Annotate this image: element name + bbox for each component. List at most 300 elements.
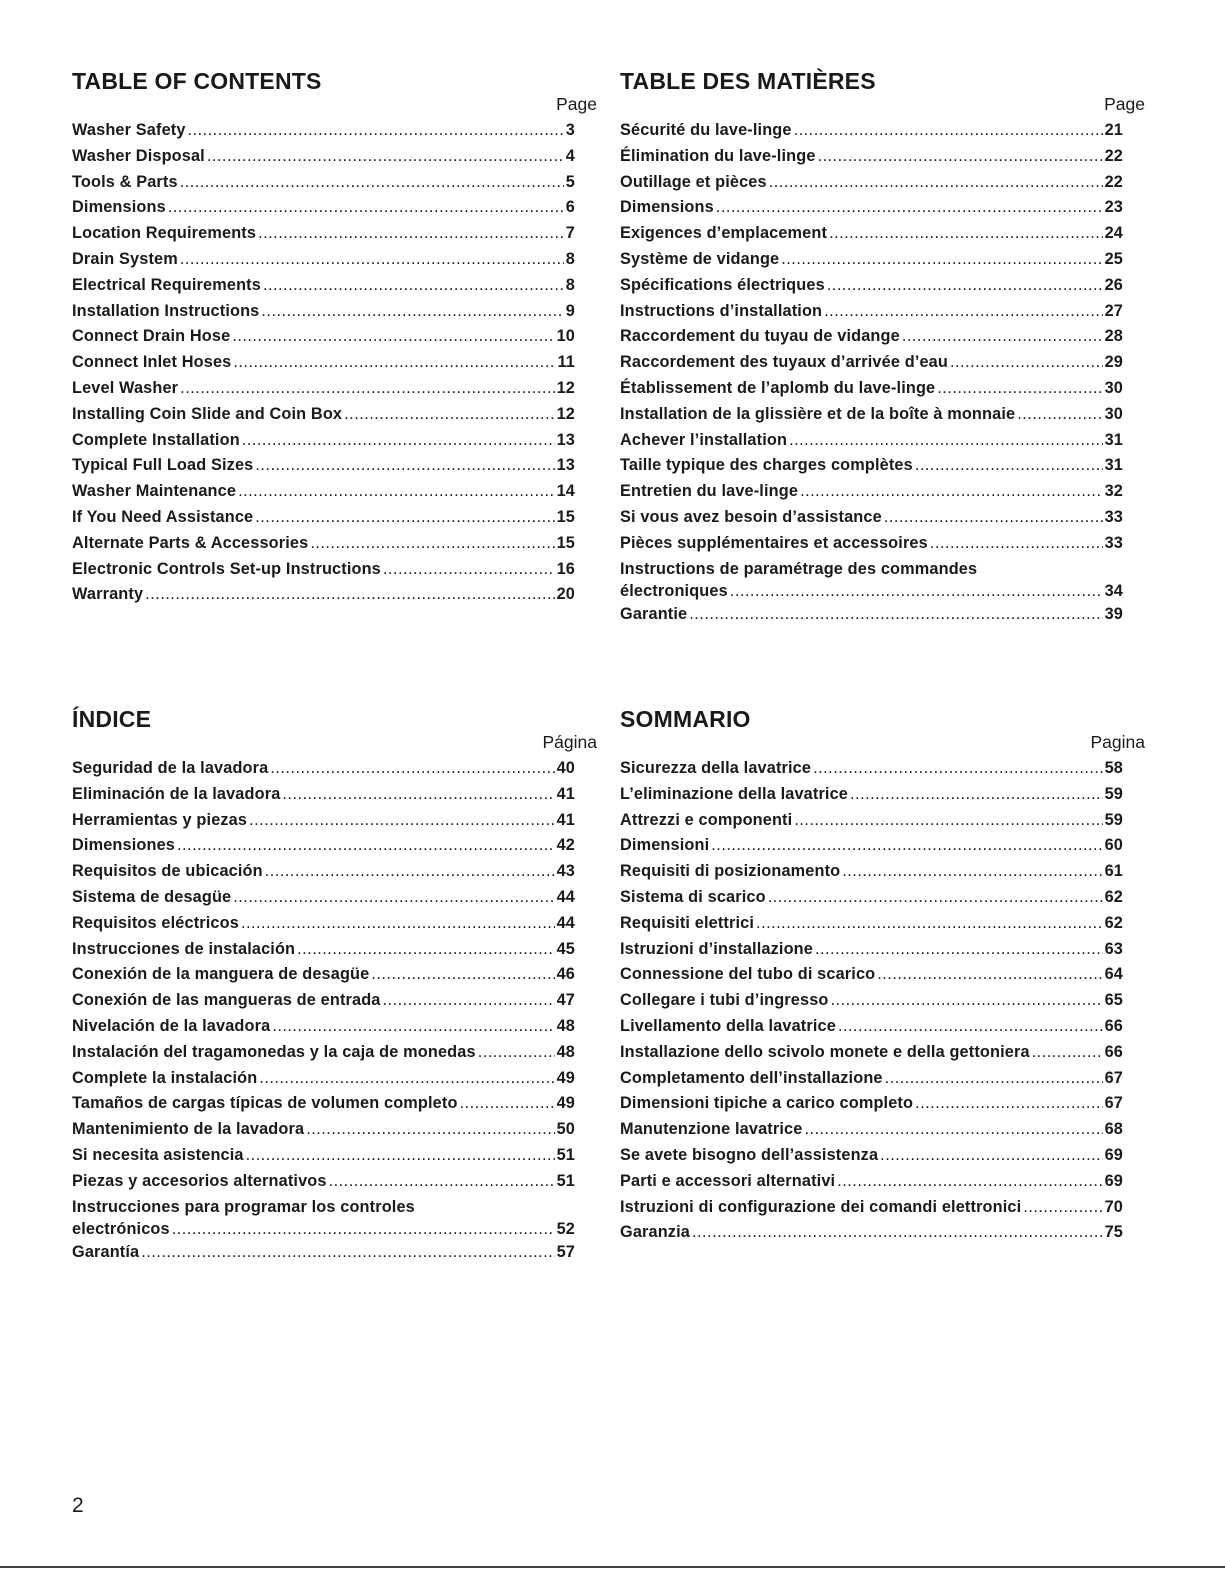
toc-entry-page: 61: [1104, 862, 1123, 881]
toc-entry: [72, 376, 575, 402]
toc-entry-label: Washer Disposal: [72, 146, 205, 165]
toc-entry-page: 41: [556, 784, 575, 803]
toc-entry-page: 14: [556, 482, 575, 501]
toc-entry: [620, 1195, 1123, 1221]
toc-title: SOMMARIO: [620, 706, 751, 732]
toc-entry: [72, 988, 575, 1014]
toc-entry-label: Installazione dello scivolo monete e della gettoniera: [620, 1042, 1030, 1061]
dot-leader: [781, 247, 1102, 273]
toc-entry-page: 75: [1104, 1223, 1123, 1242]
toc-entry-label: Instructions d’installation: [620, 301, 823, 320]
toc-entry: [72, 221, 575, 247]
dot-leader: [371, 962, 554, 988]
toc-entry-label: Herramientas y piezas: [72, 810, 248, 829]
dot-leader: [769, 170, 1103, 196]
toc-entry: [72, 247, 575, 273]
dot-leader: [233, 885, 554, 911]
toc-entry-label: Dimensions: [620, 198, 714, 217]
toc-entry: [620, 350, 1123, 376]
dot-leader: [261, 299, 563, 325]
dot-leader: [265, 859, 555, 885]
toc-entry: [620, 937, 1123, 963]
toc-entry: [620, 118, 1123, 144]
dot-leader: [241, 911, 555, 937]
toc-entry-label: Completamento dell’installazione: [620, 1068, 883, 1087]
toc-entry-page: 30: [1104, 378, 1123, 397]
dot-leader: [259, 1066, 554, 1092]
toc-entry-label: Warranty: [72, 585, 144, 604]
dot-leader: [141, 1240, 554, 1266]
dot-leader: [789, 428, 1103, 454]
page-column-label: Página: [542, 732, 597, 752]
dot-leader: [233, 350, 555, 376]
toc-entry: [72, 885, 575, 911]
toc-entry-label: Raccordement du tuyau de vidange: [620, 327, 900, 346]
toc-entry-label: Dimensioni: [620, 836, 710, 855]
toc-entry-page: 62: [1104, 887, 1123, 906]
toc-entry-label: Taille typique des charges complètes: [620, 456, 913, 475]
dot-leader: [804, 1117, 1102, 1143]
toc-entry-page: 69: [1104, 1145, 1123, 1164]
toc-entry-page: 51: [556, 1145, 575, 1164]
toc-entry-label: Entretien du lave-linge: [620, 482, 799, 501]
toc-entry-page: 31: [1104, 456, 1123, 475]
toc-entry-label: Instrucciones para programar los controles: [72, 1197, 415, 1216]
toc-entry-label: Dimensioni tipiche a carico completo: [620, 1094, 914, 1113]
dot-leader: [815, 937, 1103, 963]
toc-entry-label: Washer Safety: [72, 121, 186, 139]
toc-entry: [620, 144, 1123, 170]
toc-entry: [620, 1014, 1123, 1040]
toc-entry: [72, 273, 575, 299]
toc-entry: [72, 1040, 575, 1066]
toc-entry-line2: [620, 580, 1123, 602]
toc-entry: [72, 118, 575, 144]
dot-leader: [246, 1143, 555, 1169]
toc-entry: [72, 453, 575, 479]
toc-entry: [72, 1117, 575, 1143]
dot-leader: [272, 1014, 554, 1040]
toc-entry-page: 12: [556, 378, 575, 397]
dot-leader: [756, 911, 1103, 937]
dot-leader: [258, 221, 564, 247]
toc-entry-page: 44: [556, 913, 575, 932]
toc-entry-page: 49: [556, 1094, 575, 1113]
toc-entry-label: Manutenzione lavatrice: [620, 1120, 803, 1139]
toc-entry-page: 25: [1104, 249, 1123, 268]
dot-leader: [478, 1040, 555, 1066]
dot-leader: [829, 221, 1103, 247]
bottom-rule: [0, 1566, 1225, 1568]
toc-entry-page: 29: [1104, 353, 1123, 372]
toc-entry-page: 59: [1104, 784, 1123, 803]
toc-entry-page: 46: [556, 965, 575, 984]
toc-entry: [620, 602, 1123, 628]
toc-entry-page: 41: [556, 810, 575, 829]
dot-leader: [880, 1143, 1102, 1169]
toc-entry-label: Typical Full Load Sizes: [72, 456, 254, 475]
toc-entry-page: 47: [556, 991, 575, 1010]
dot-leader: [794, 808, 1102, 834]
toc-entry-label: Piezas y accesorios alternativos: [72, 1171, 327, 1190]
toc-entry: [620, 557, 1123, 603]
toc-entry-label: Achever l’installation: [620, 430, 788, 449]
toc-entry: [72, 505, 575, 531]
toc-entry-label: Istruzioni di configurazione dei comandi elettronici: [620, 1197, 1022, 1216]
dot-leader: [329, 1169, 555, 1195]
toc-entry-label: Sécurité du lave-linge: [620, 121, 792, 139]
toc-entry-page: 57: [556, 1243, 575, 1262]
toc-entry: [72, 1091, 575, 1117]
toc-english: [72, 68, 597, 608]
toc-entry: [72, 1169, 575, 1195]
toc-entry: [72, 1143, 575, 1169]
toc-entry-page: 28: [1104, 327, 1123, 346]
toc-entry-label: Connect Inlet Hoses: [72, 353, 232, 372]
toc-entry-label: Garanzia: [620, 1223, 690, 1242]
toc-entry-label: Eliminación de la lavadora: [72, 784, 281, 803]
toc-entry-label: Connect Drain Hose: [72, 327, 231, 346]
dot-leader: [831, 988, 1103, 1014]
toc-entry: [620, 376, 1123, 402]
toc-entry-label: Livellamento della lavatrice: [620, 1016, 836, 1035]
toc-entry-label: Garantie: [620, 605, 688, 624]
toc-entry-label: Istruzioni d’installazione: [620, 939, 813, 958]
toc-entry: [620, 531, 1123, 557]
toc-entry-page: 26: [1104, 275, 1123, 294]
toc-entry: [72, 350, 575, 376]
toc-entry: [620, 833, 1123, 859]
toc-entry-label: Tools & Parts: [72, 172, 178, 191]
toc-entry-label: Système de vidange: [620, 249, 780, 268]
dot-leader: [937, 376, 1102, 402]
toc-entry-label: Garantía: [72, 1243, 140, 1262]
toc-entry-label-continued: électroniques: [620, 582, 728, 601]
toc-entry-page: 62: [1104, 913, 1123, 932]
toc-entry-page: 51: [556, 1171, 575, 1190]
toc-entry-page: 11: [557, 353, 575, 372]
toc-entry-page: 65: [1104, 991, 1123, 1010]
toc-entry-page: 30: [1104, 404, 1123, 423]
toc-entry: [620, 885, 1123, 911]
dot-leader: [689, 602, 1102, 628]
dot-leader: [180, 247, 564, 273]
dot-leader: [232, 324, 554, 350]
toc-entry-label: Sicurezza della lavatrice: [620, 759, 812, 777]
dot-leader: [850, 782, 1103, 808]
toc-entry: [72, 195, 575, 221]
toc-entry-page: 64: [1104, 965, 1123, 984]
toc-entry-page: 10: [556, 327, 575, 346]
dot-leader: [915, 453, 1103, 479]
toc-entry-page: 48: [556, 1016, 575, 1035]
dot-leader: [310, 531, 554, 557]
toc-entry-label: Installation de la glissière et de la boîte à monnaie: [620, 404, 1016, 423]
toc-entry-page: 8: [565, 275, 575, 294]
toc-entries: [620, 118, 1123, 628]
toc-entries: [72, 756, 575, 1266]
toc-entry-label: Élimination du lave-linge: [620, 146, 816, 165]
toc-entry: [620, 962, 1123, 988]
toc-entry: [72, 1195, 575, 1241]
toc-entry-label: Alternate Parts & Accessories: [72, 533, 309, 552]
toc-entry-label: Requisitos de ubicación: [72, 862, 263, 881]
dot-leader: [255, 505, 554, 531]
toc-entry-label: Conexión de la manguera de desagüe: [72, 965, 370, 984]
toc-entry: [72, 324, 575, 350]
toc-entry-label: Location Requirements: [72, 224, 257, 243]
toc-entry-label: Requisiti di posizionamento: [620, 862, 841, 881]
toc-entry-label: Installing Coin Slide and Coin Box: [72, 404, 343, 423]
toc-entry-page: 27: [1104, 301, 1123, 320]
toc-title: ÍNDICE: [72, 706, 152, 732]
toc-entry-label: Collegare i tubi d’ingresso: [620, 991, 829, 1010]
toc-entry: [620, 402, 1123, 428]
dot-leader: [172, 1218, 555, 1240]
dot-leader: [813, 756, 1102, 782]
dot-leader: [800, 479, 1103, 505]
toc-entry-page: 22: [1104, 146, 1123, 165]
toc-entry-page: 70: [1104, 1197, 1123, 1216]
toc-entry-page: 52: [556, 1220, 575, 1239]
toc-entry: [620, 324, 1123, 350]
toc-title: TABLE OF CONTENTS: [72, 68, 322, 94]
toc-entry-label: Level Washer: [72, 378, 179, 397]
toc-entry: [72, 170, 575, 196]
toc-entry-label: Mantenimiento de la lavadora: [72, 1120, 305, 1139]
dot-leader: [1032, 1040, 1103, 1066]
toc-entry-label: Installation Instructions: [72, 301, 260, 320]
toc-entry-page: 42: [556, 836, 575, 855]
toc-french: [620, 68, 1145, 628]
toc-entry-label: Nivelación de la lavadora: [72, 1016, 271, 1035]
toc-entry: [620, 247, 1123, 273]
dot-leader: [168, 195, 564, 221]
dot-leader: [263, 273, 564, 299]
dot-leader: [242, 428, 555, 454]
toc-entry-page: 44: [556, 887, 575, 906]
toc-entry-page: 4: [565, 146, 575, 165]
dot-leader: [838, 1014, 1103, 1040]
toc-entry: [72, 859, 575, 885]
toc-entry: [620, 808, 1123, 834]
dot-leader: [207, 144, 564, 170]
dot-leader: [255, 453, 554, 479]
dot-leader: [877, 962, 1102, 988]
toc-entry: [72, 1066, 575, 1092]
toc-entry-label: Conexión de las mangueras de entrada: [72, 991, 381, 1010]
toc-entry-page: 68: [1104, 1120, 1123, 1139]
toc-entry-label: If You Need Assistance: [72, 507, 254, 526]
toc-entry-label: Sistema di scarico: [620, 887, 766, 906]
toc-entry: [72, 782, 575, 808]
toc-entry-page: 58: [1104, 759, 1123, 777]
toc-entry: [72, 808, 575, 834]
toc-entry: [72, 911, 575, 937]
toc-entry-page: 32: [1104, 482, 1123, 501]
toc-entry-label: Connessione del tubo di scarico: [620, 965, 876, 984]
toc-entry: [620, 273, 1123, 299]
toc-entry-label: Si vous avez besoin d’assistance: [620, 507, 882, 526]
toc-entry: [72, 557, 575, 583]
page-column-label: Page: [556, 94, 597, 114]
dot-leader: [249, 808, 554, 834]
toc-entry-page: 20: [556, 585, 575, 604]
toc-entry: [620, 1143, 1123, 1169]
toc-entry: [72, 962, 575, 988]
toc-entry-page: 45: [556, 939, 575, 958]
dot-leader: [383, 557, 555, 583]
toc-entry: [620, 479, 1123, 505]
dot-leader: [1017, 402, 1102, 428]
toc-entry-page: 67: [1104, 1068, 1123, 1087]
toc-entries: [72, 118, 575, 608]
dot-leader: [950, 350, 1103, 376]
toc-entry: [620, 859, 1123, 885]
toc-entry: [620, 1117, 1123, 1143]
toc-entry-page: 59: [1104, 810, 1123, 829]
toc-entry-label: Attrezzi e componenti: [620, 810, 793, 829]
toc-entry-page: 3: [565, 121, 575, 139]
toc-entry-page: 15: [556, 533, 575, 552]
toc-entry-label: Instrucciones de instalación: [72, 939, 296, 958]
toc-entry: [620, 428, 1123, 454]
toc-entry-page: 66: [1104, 1016, 1123, 1035]
toc-entry-label: Raccordement des tuyaux d’arrivée d’eau: [620, 353, 948, 372]
toc-entry-page: 21: [1104, 121, 1123, 139]
dot-leader: [177, 833, 555, 859]
toc-entry-page: 7: [565, 224, 575, 243]
dot-leader: [180, 376, 554, 402]
toc-entry-label: Complete Installation: [72, 430, 240, 449]
page-number: 2: [72, 1494, 84, 1517]
toc-entry-page: 69: [1104, 1171, 1123, 1190]
dot-leader: [824, 299, 1102, 325]
toc-title: TABLE DES MATIÈRES: [620, 68, 876, 94]
toc-entry-page: 8: [565, 249, 575, 268]
toc-entry: [620, 782, 1123, 808]
toc-entries: [620, 756, 1123, 1246]
toc-entry-label: Washer Maintenance: [72, 482, 237, 501]
toc-entry: [72, 402, 575, 428]
toc-entry-page: 16: [556, 559, 575, 578]
toc-entry: [72, 833, 575, 859]
toc-entry-label: Outillage et pièces: [620, 172, 767, 191]
toc-entry-label-continued: electrónicos: [72, 1220, 170, 1239]
dot-leader: [930, 531, 1103, 557]
dot-leader: [306, 1117, 554, 1143]
dot-leader: [344, 402, 554, 428]
dot-leader: [238, 479, 555, 505]
toc-entry: [72, 1240, 575, 1266]
toc-entry-label: Drain System: [72, 249, 178, 268]
toc-entry-label: Sistema de desagüe: [72, 887, 232, 906]
toc-entry-page: 60: [1104, 836, 1123, 855]
toc-entry: [72, 428, 575, 454]
dot-leader: [270, 756, 554, 782]
toc-entry-label: Spécifications électriques: [620, 275, 825, 294]
toc-italian: [620, 706, 1145, 1246]
toc-entry: [72, 582, 575, 608]
dot-leader: [885, 1066, 1103, 1092]
toc-entry-label: Requisiti elettrici: [620, 913, 755, 932]
toc-entry-label: Établissement de l’aplomb du lave-linge: [620, 378, 936, 397]
toc-entry-page: 24: [1104, 224, 1123, 243]
dot-leader: [837, 1169, 1102, 1195]
toc-entry-page: 23: [1104, 198, 1123, 217]
toc-entry-page: 39: [1104, 605, 1123, 624]
page-column-label: Pagina: [1090, 732, 1145, 752]
toc-entry-page: 48: [556, 1042, 575, 1061]
dot-leader: [818, 144, 1103, 170]
toc-entry-page: 67: [1104, 1094, 1123, 1113]
toc-entry-label: Electronic Controls Set-up Instructions: [72, 559, 381, 578]
page-column-label: Page: [1104, 94, 1145, 114]
toc-entry: [620, 1066, 1123, 1092]
toc-entry-label: Exigences d’emplacement: [620, 224, 828, 243]
toc-entry-page: 63: [1104, 939, 1123, 958]
toc-entry-label: Instalación del tragamonedas y la caja de monedas: [72, 1042, 476, 1061]
toc-entry: [620, 195, 1123, 221]
toc-entry-label: Complete la instalación: [72, 1068, 258, 1087]
dot-leader: [768, 885, 1103, 911]
toc-entry: [620, 453, 1123, 479]
dot-leader: [827, 273, 1103, 299]
dot-leader: [730, 580, 1103, 602]
toc-entry-page: 5: [565, 172, 575, 191]
toc-entry: [620, 221, 1123, 247]
dot-leader: [842, 859, 1102, 885]
toc-entry-label: Pièces supplémentaires et accessoires: [620, 533, 928, 552]
dot-leader: [692, 1220, 1103, 1246]
toc-entry-label: Electrical Requirements: [72, 275, 261, 294]
dot-leader: [383, 988, 555, 1014]
toc-entry-label: Tamaños de cargas típicas de volumen completo: [72, 1094, 458, 1113]
toc-entry-label: Si necesita asistencia: [72, 1145, 244, 1164]
dot-leader: [188, 118, 564, 144]
toc-entry: [72, 937, 575, 963]
toc-entry: [72, 479, 575, 505]
toc-entry: [72, 531, 575, 557]
toc-entry: [620, 1169, 1123, 1195]
dot-leader: [1023, 1195, 1102, 1221]
toc-entry: [620, 911, 1123, 937]
toc-entry: [620, 170, 1123, 196]
toc-entry-page: 43: [556, 862, 575, 881]
dot-leader: [794, 118, 1103, 144]
toc-entry-label: Dimensiones: [72, 836, 175, 855]
toc-entry-line2: [72, 1218, 575, 1240]
toc-entry-page: 33: [1104, 533, 1123, 552]
toc-entry-page: 13: [556, 430, 575, 449]
dot-leader: [716, 195, 1103, 221]
dot-leader: [145, 582, 554, 608]
dot-leader: [460, 1091, 555, 1117]
dot-leader: [282, 782, 554, 808]
toc-entry-label: Se avete bisogno dell’assistenza: [620, 1145, 879, 1164]
toc-spanish: [72, 706, 597, 1266]
toc-entry-label: Requisitos eléctricos: [72, 913, 239, 932]
toc-entry: [72, 299, 575, 325]
dot-leader: [711, 833, 1102, 859]
toc-entry: [620, 1220, 1123, 1246]
toc-entry-page: 50: [556, 1120, 575, 1139]
dot-leader: [297, 937, 554, 963]
toc-entry: [620, 988, 1123, 1014]
toc-entry-page: 49: [556, 1068, 575, 1087]
toc-entry-page: 40: [556, 759, 575, 777]
toc-entry: [620, 505, 1123, 531]
